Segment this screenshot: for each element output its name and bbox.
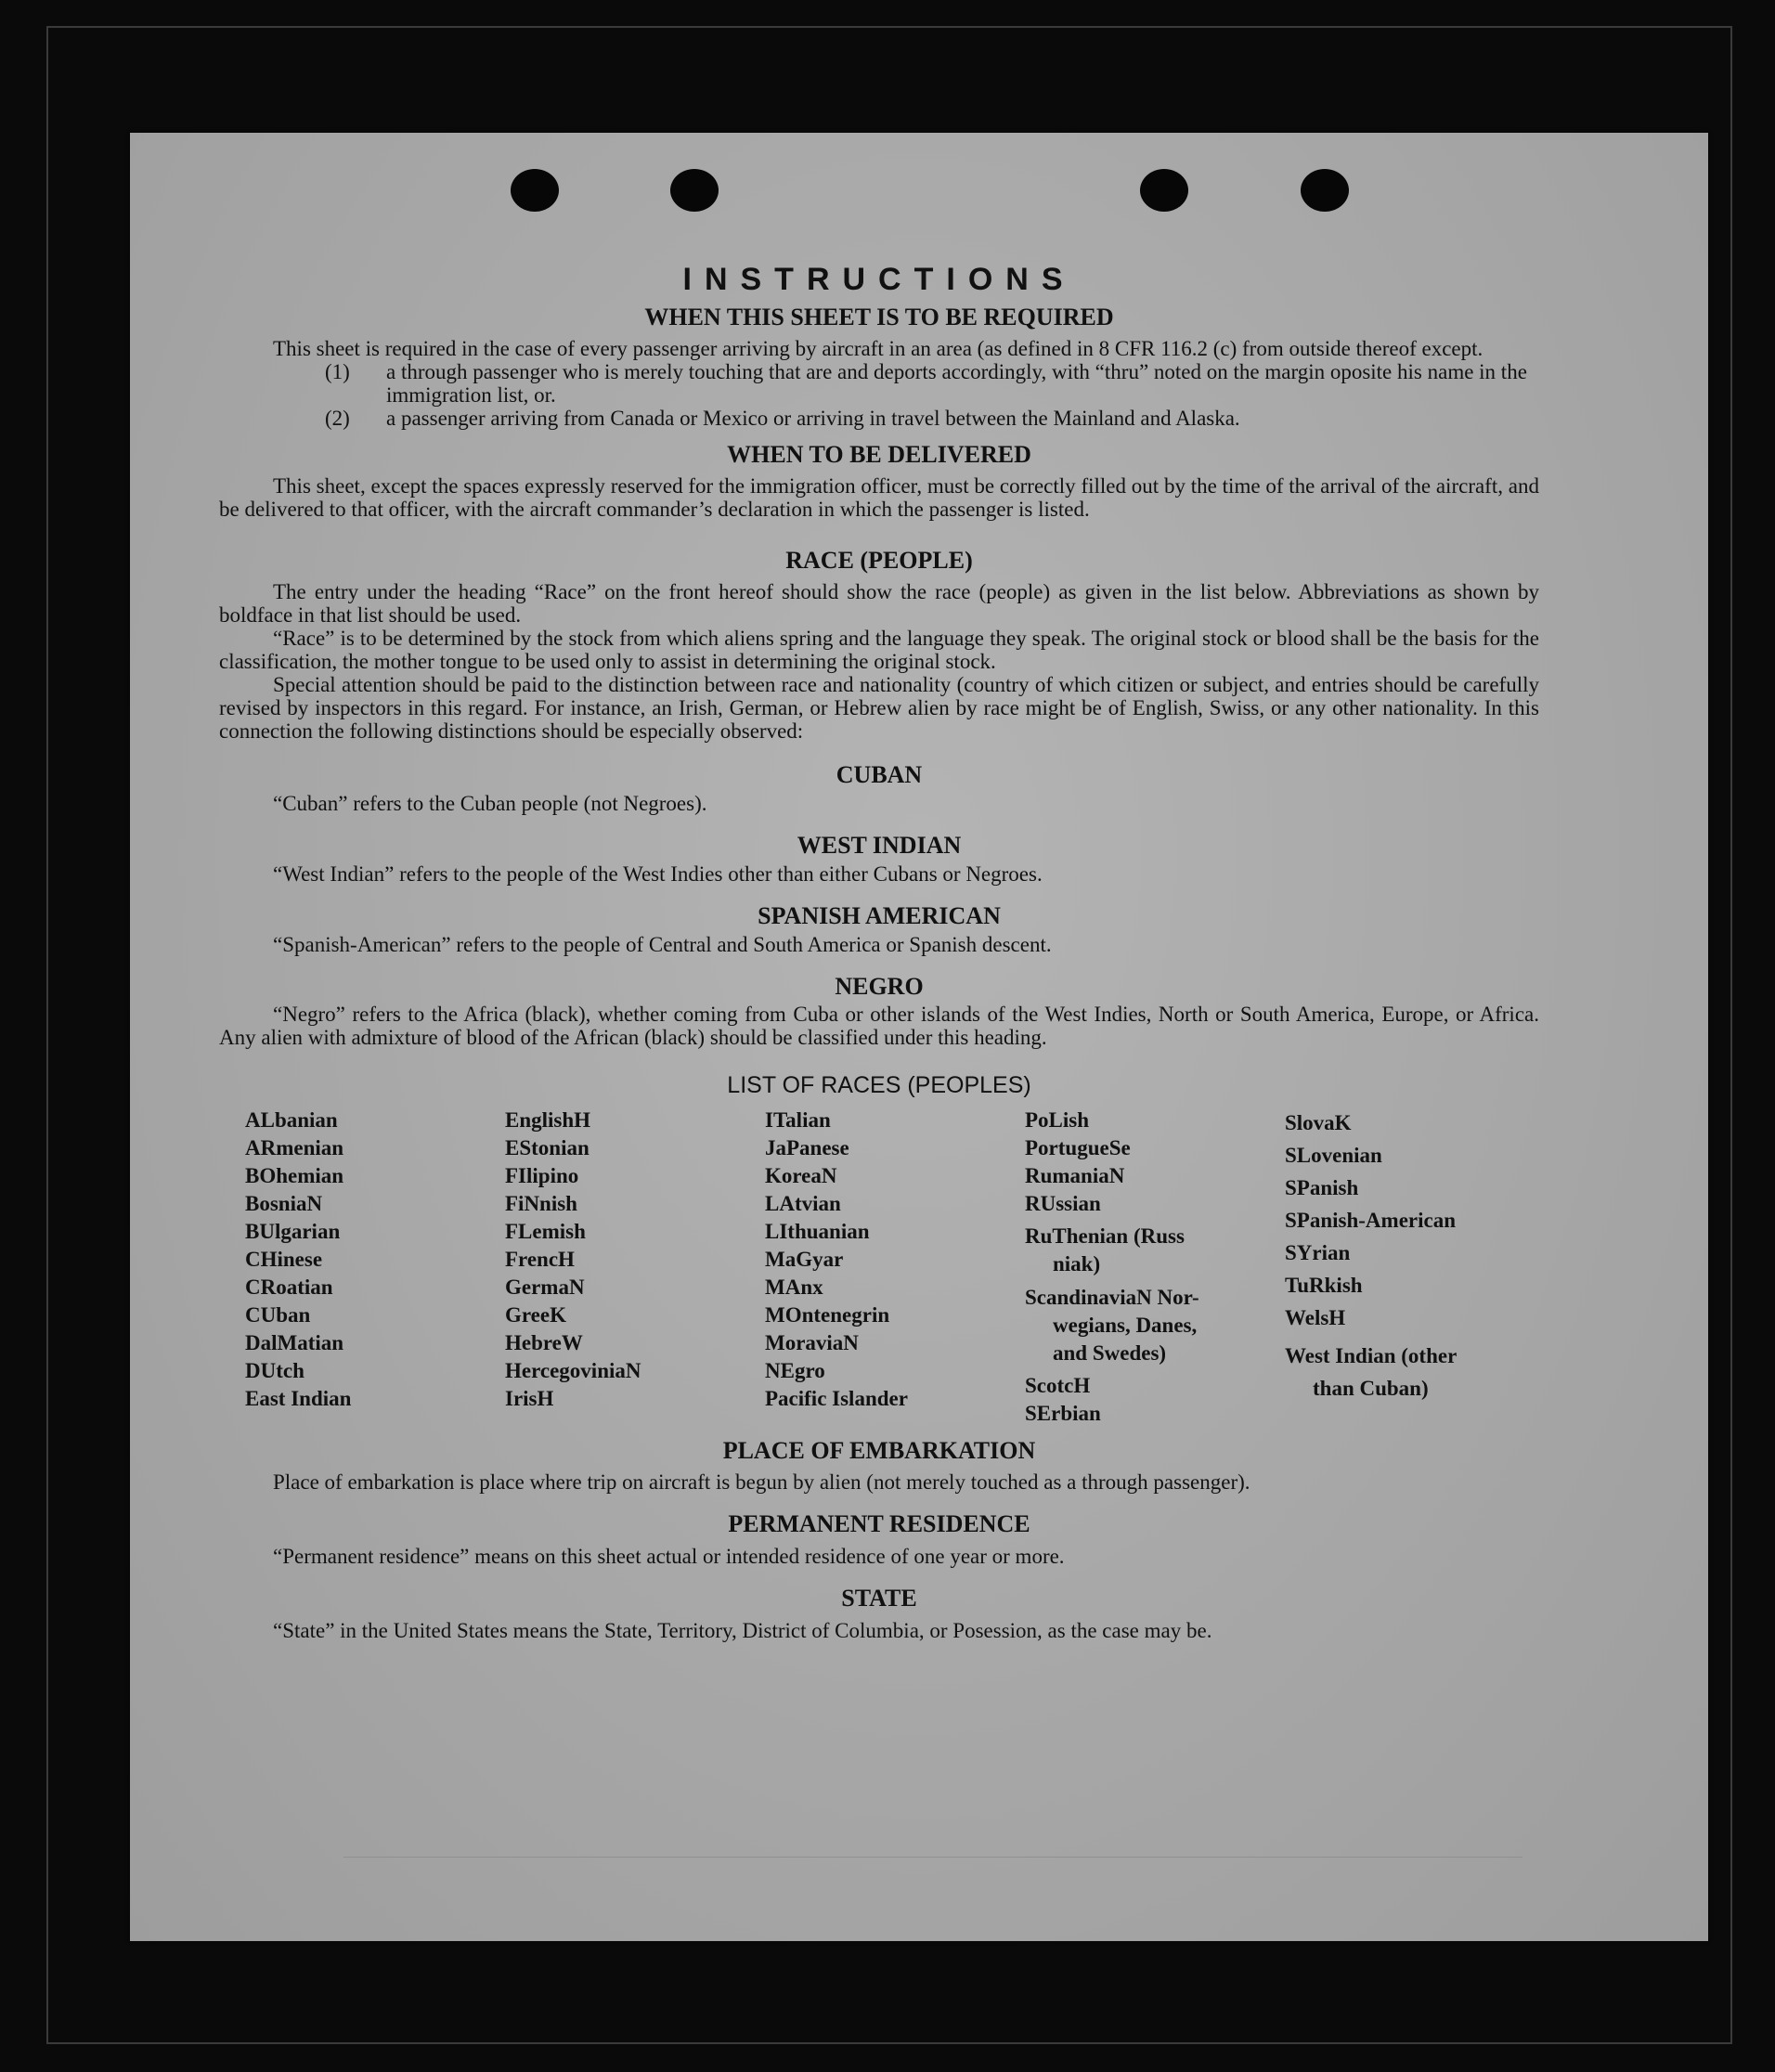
race-entry: SLovenian [1285, 1144, 1382, 1167]
section-heading-state: STATE [841, 1585, 917, 1612]
state-text: “State” in the United States means the State, Territory, District of Columbia, or Posession, as the case may be. [273, 1619, 1212, 1642]
race-entry-line: and Swedes) [1053, 1341, 1167, 1365]
race-entry: ARmenian [245, 1136, 344, 1159]
race-entry: ITalian [765, 1108, 831, 1132]
west-indian-text: “West Indian” refers to the people of the West Indies other than either Cubans or Negroes. [273, 862, 1043, 886]
race-entry: FiNnish [505, 1192, 577, 1215]
race-entry [1025, 1223, 1285, 1278]
section-heading-cuban: CUBAN [836, 761, 923, 788]
race-entry: KoreaN [765, 1164, 837, 1187]
race-entry: MaGyar [765, 1248, 844, 1271]
race-entry: MoraviaN [765, 1331, 859, 1354]
punch-hole [1301, 169, 1349, 212]
race-entry: LAtvian [765, 1192, 841, 1215]
punch-hole [670, 169, 719, 212]
races-list [245, 1107, 1539, 1428]
race-entry: FLemish [505, 1220, 586, 1243]
exception-item [325, 360, 1539, 407]
race-entry: MOntenegrin [765, 1303, 890, 1327]
required-intro: This sheet is required in the case of every passenger arriving by aircraft in an area (as defined in 8 CFR 116.2 (c) from outside thereof except. [273, 337, 1483, 360]
races-column-4 [1025, 1107, 1285, 1428]
exception-number: (1) [325, 360, 350, 383]
section-heading-delivered: WHEN TO BE DELIVERED [727, 441, 1031, 468]
race-entry: SErbian [1025, 1402, 1101, 1425]
race-entry-line: than Cuban) [1313, 1377, 1429, 1400]
exception-text: a passenger arriving from Canada or Mexico or arriving in travel between the Mainland and Alaska. [386, 407, 1240, 430]
race-entry-line: niak) [1053, 1252, 1101, 1276]
race-entry: MAnx [765, 1276, 823, 1299]
race-entry: RUssian [1025, 1192, 1101, 1215]
race-entry: GermaN [505, 1276, 585, 1299]
race-paragraph: “Race” is to be determined by the stock from which aliens spring and the language they speak. The original stock or blood shall be the basis for the classification, the mother tongue to be used only to assist in determining the original stock. [219, 627, 1539, 673]
section-heading-residence: PERMANENT RESIDENCE [728, 1510, 1030, 1537]
race-entry: LIthuanian [765, 1220, 870, 1243]
race-entry: CHinese [245, 1248, 323, 1271]
race-entry [1025, 1284, 1285, 1367]
race-entry: BOhemian [245, 1164, 344, 1187]
race-entry: EStonian [505, 1136, 590, 1159]
races-column-5 [1285, 1107, 1526, 1428]
races-column-3 [765, 1107, 1025, 1428]
section-heading-spanish-american: SPANISH AMERICAN [758, 902, 1001, 929]
spanish-american-text: “Spanish-American” refers to the people of Central and South America or Spanish descent. [273, 933, 1052, 956]
punch-hole [511, 169, 559, 212]
race-entry: ScotcH [1025, 1374, 1091, 1397]
page-title: INSTRUCTIONS [682, 262, 1076, 297]
race-paragraph: The entry under the heading “Race” on the front hereof should show the race (people) as given in the list below. Abbreviations as shown by boldface in that list should be used. [219, 580, 1539, 627]
race-entry: ALbanian [245, 1108, 338, 1132]
race-entry: GreeK [505, 1303, 566, 1327]
race-entry: HercegoviniaN [505, 1359, 641, 1382]
race-entry: WelsH [1285, 1306, 1346, 1329]
race-entry: IrisH [505, 1387, 554, 1410]
race-entry: NEgro [765, 1359, 825, 1382]
race-entry: CUban [245, 1303, 311, 1327]
race-entry: East Indian [245, 1387, 352, 1410]
race-entry-line: wegians, Danes, [1053, 1314, 1198, 1337]
race-entry: Pacific Islander [765, 1387, 908, 1410]
exception-item [325, 407, 1539, 430]
race-entry: DalMatian [245, 1331, 344, 1354]
section-heading-race: RACE (PEOPLE) [785, 547, 973, 574]
race-entry: EnglishH [505, 1108, 591, 1132]
race-entry: BUlgarian [245, 1220, 341, 1243]
punch-hole [1140, 169, 1188, 212]
race-entry: DUtch [245, 1359, 304, 1382]
race-entry: PoLish [1025, 1108, 1090, 1132]
races-list-heading: LIST OF RACES (PEOPLES) [727, 1072, 1031, 1098]
section-heading-west-indian: WEST INDIAN [797, 832, 962, 859]
exception-number: (2) [325, 407, 350, 430]
race-entry: SYrian [1285, 1241, 1351, 1264]
section-heading-required: WHEN THIS SHEET IS TO BE REQUIRED [644, 304, 1114, 330]
race-entry: HebreW [505, 1331, 583, 1354]
exception-list [325, 360, 1539, 430]
delivered-text: This sheet, except the spaces expressly reserved for the immigration officer, must be correctly filled out by the time of the arrival of the aircraft, and be delivered to that officer, with the aircraft commander’s declaration in which the passenger is listed. [219, 474, 1539, 521]
race-entry-line: West Indian (other [1285, 1344, 1458, 1367]
residence-text: “Permanent residence” means on this sheet actual or intended residence of one year or more. [273, 1545, 1065, 1568]
race-entry: PortugueSe [1025, 1136, 1131, 1159]
race-entry-line: RuThenian (Russ [1025, 1224, 1185, 1248]
race-entry: TuRkish [1285, 1274, 1363, 1297]
cuban-text: “Cuban” refers to the Cuban people (not Negroes). [273, 792, 707, 815]
race-entry: BosniaN [245, 1192, 323, 1215]
race-entry [1285, 1340, 1526, 1405]
race-entry: SlovaK [1285, 1111, 1352, 1134]
race-entry: SPanish [1285, 1176, 1359, 1199]
race-entry: SPanish-American [1285, 1209, 1456, 1232]
race-entry: CRoatian [245, 1276, 333, 1299]
race-paragraph: Special attention should be paid to the distinction between race and nationality (country of which citizen or subject, and entries should be carefully revised by inspectors in this regard. For instance, an Irish, German, or Hebrew alien by race might be of English, Swiss, or any other nationality. In this connection the following distinctions should be especially observed: [219, 673, 1539, 743]
race-entry: FrencH [505, 1248, 575, 1271]
section-heading-embarkation: PLACE OF EMBARKATION [722, 1437, 1036, 1464]
races-column-2 [505, 1107, 765, 1428]
instructions-content [219, 249, 1539, 1644]
exception-text: a through passenger who is merely touching that are and deports accordingly, with “thru” noted on the margin oposite his name in the immigration list, or. [386, 360, 1527, 407]
race-entry: FIlipino [505, 1164, 579, 1187]
section-heading-negro: NEGRO [835, 973, 924, 1000]
races-column-1 [245, 1107, 505, 1428]
embarkation-text: Place of embarkation is place where trip on aircraft is begun by alien (not merely touched as a through passenger). [273, 1470, 1250, 1494]
race-entry: RumaniaN [1025, 1164, 1125, 1187]
race-entry-line: ScandinaviaN Nor- [1025, 1286, 1199, 1309]
race-entry: JaPanese [765, 1136, 849, 1159]
negro-text: “Negro” refers to the Africa (black), whether coming from Cuba or other islands of the West Indies, North or South America, Europe, or Africa. Any alien with admixture of blood of the African (black) should be classified under this heading. [219, 1003, 1539, 1049]
bleed-through-footer [343, 1857, 1522, 1861]
